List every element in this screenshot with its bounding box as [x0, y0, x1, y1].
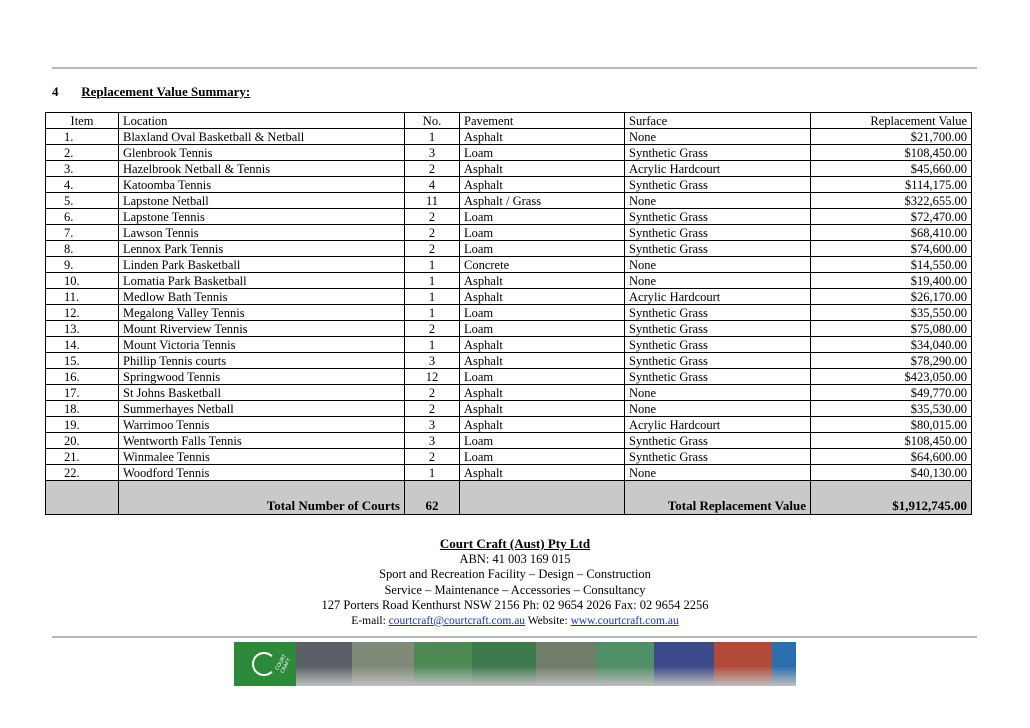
row-location: St Johns Basketball [119, 385, 405, 401]
row-no: 1 [405, 257, 460, 273]
top-divider [52, 67, 977, 69]
company-services-line-1: Sport and Recreation Facility – Design – Construction [379, 567, 651, 581]
banner-photo [714, 642, 772, 686]
table-row [46, 273, 972, 289]
table-row [46, 321, 972, 337]
row-pavement: Asphalt [460, 401, 625, 417]
company-abn: ABN: 41 003 169 015 [459, 551, 571, 566]
row-item: 5. [46, 193, 119, 209]
row-item: 15. [46, 353, 119, 369]
row-surface: None [625, 257, 811, 273]
row-replacement-value: $35,550.00 [811, 305, 972, 321]
row-pavement: Asphalt [460, 417, 625, 433]
company-name: Court Craft (Aust) Pty Ltd [439, 536, 591, 551]
row-replacement-value: $14,550.00 [811, 257, 972, 273]
row-item: 12. [46, 305, 119, 321]
row-location: Lapstone Netball [119, 193, 405, 209]
row-pavement: Asphalt [460, 465, 625, 481]
table-row [46, 161, 972, 177]
table-row [46, 337, 972, 353]
row-item: 10. [46, 273, 119, 289]
row-replacement-value: $75,080.00 [811, 321, 972, 337]
row-location: Woodford Tennis [119, 465, 405, 481]
table-row [46, 209, 972, 225]
row-pavement: Loam [460, 449, 625, 465]
row-location: Mount Victoria Tennis [119, 337, 405, 353]
website-label: Website: [527, 614, 568, 627]
header-location: Location [119, 113, 405, 129]
row-replacement-value: $108,450.00 [811, 433, 972, 449]
table-row [46, 465, 972, 481]
table-row [46, 225, 972, 241]
row-surface: Synthetic Grass [625, 353, 811, 369]
row-pavement: Loam [460, 145, 625, 161]
row-replacement-value: $74,600.00 [811, 241, 972, 257]
email-link[interactable]: courtcraft@courtcraft.com.au [388, 614, 526, 627]
row-item: 22. [46, 465, 119, 481]
total-value: $1,912,745.00 [811, 481, 972, 515]
row-location: Linden Park Basketball [119, 257, 405, 273]
table-row [46, 417, 972, 433]
table-row [46, 305, 972, 321]
row-pavement: Asphalt [460, 289, 625, 305]
website-link[interactable]: www.courtcraft.com.au [570, 614, 679, 627]
row-pavement: Loam [460, 321, 625, 337]
row-pavement: Loam [460, 241, 625, 257]
company-footer [0, 536, 1030, 629]
header-replacement-value: Replacement Value [811, 113, 972, 129]
row-location: Katoomba Tennis [119, 177, 405, 193]
row-no: 3 [405, 433, 460, 449]
row-location: Blaxland Oval Basketball & Netball [119, 129, 405, 145]
row-item: 13. [46, 321, 119, 337]
table-row [46, 449, 972, 465]
row-surface: None [625, 385, 811, 401]
row-no: 1 [405, 129, 460, 145]
email-label: E-mail: [351, 614, 386, 627]
total-value-label: Total Replacement Value [625, 481, 811, 515]
banner-photo [772, 642, 796, 686]
replacement-value-table [45, 112, 972, 515]
row-no: 3 [405, 353, 460, 369]
row-no: 3 [405, 417, 460, 433]
row-location: Springwood Tennis [119, 369, 405, 385]
row-surface: Synthetic Grass [625, 241, 811, 257]
row-item: 1. [46, 129, 119, 145]
row-no: 2 [405, 161, 460, 177]
row-no: 1 [405, 337, 460, 353]
row-item: 21. [46, 449, 119, 465]
row-pavement: Asphalt [460, 161, 625, 177]
row-item: 3. [46, 161, 119, 177]
row-replacement-value: $19,400.00 [811, 273, 972, 289]
row-pavement: Loam [460, 369, 625, 385]
table-row [46, 177, 972, 193]
row-no: 2 [405, 321, 460, 337]
table-row [46, 289, 972, 305]
company-services-line-2: Service – Maintenance – Accessories – Consultancy [384, 582, 646, 597]
row-location: Summerhayes Netball [119, 401, 405, 417]
banner-photo [472, 642, 536, 686]
row-item: 18. [46, 401, 119, 417]
row-replacement-value: $21,700.00 [811, 129, 972, 145]
header-pavement: Pavement [460, 113, 625, 129]
row-replacement-value: $78,290.00 [811, 353, 972, 369]
row-replacement-value: $26,170.00 [811, 289, 972, 305]
row-surface: None [625, 273, 811, 289]
row-replacement-value: $72,470.00 [811, 209, 972, 225]
row-replacement-value: $34,040.00 [811, 337, 972, 353]
row-item: 20. [46, 433, 119, 449]
row-replacement-value: $35,530.00 [811, 401, 972, 417]
row-location: Glenbrook Tennis [119, 145, 405, 161]
row-replacement-value: $49,770.00 [811, 385, 972, 401]
row-pavement: Asphalt [460, 337, 625, 353]
row-item: 6. [46, 209, 119, 225]
row-surface: Synthetic Grass [625, 177, 811, 193]
row-no: 1 [405, 465, 460, 481]
row-item: 17. [46, 385, 119, 401]
row-location: Lawson Tennis [119, 225, 405, 241]
table-row [46, 385, 972, 401]
row-no: 2 [405, 241, 460, 257]
row-item: 4. [46, 177, 119, 193]
table-header-row [46, 113, 972, 129]
photo-banner [234, 642, 796, 686]
total-courts-value: 62 [405, 481, 460, 515]
section-heading [52, 84, 250, 100]
row-surface: Synthetic Grass [625, 145, 811, 161]
row-replacement-value: $423,050.00 [811, 369, 972, 385]
logo-ring-icon [252, 652, 276, 676]
row-pavement: Loam [460, 225, 625, 241]
row-surface: None [625, 129, 811, 145]
row-pavement: Asphalt [460, 353, 625, 369]
table-row [46, 129, 972, 145]
row-location: Medlow Bath Tennis [119, 289, 405, 305]
row-surface: Acrylic Hardcourt [625, 289, 811, 305]
row-surface: Synthetic Grass [625, 337, 811, 353]
total-blank-cell [46, 481, 119, 515]
row-no: 1 [405, 273, 460, 289]
row-surface: Synthetic Grass [625, 209, 811, 225]
table-body [46, 129, 972, 481]
row-replacement-value: $114,175.00 [811, 177, 972, 193]
banner-photo [536, 642, 596, 686]
row-location: Warrimoo Tennis [119, 417, 405, 433]
total-row [46, 481, 972, 515]
row-item: 14. [46, 337, 119, 353]
row-surface: Synthetic Grass [625, 305, 811, 321]
row-surface: None [625, 465, 811, 481]
row-item: 8. [46, 241, 119, 257]
row-surface: Synthetic Grass [625, 369, 811, 385]
total-blank-cell [460, 481, 625, 515]
row-no: 3 [405, 145, 460, 161]
row-no: 4 [405, 177, 460, 193]
row-replacement-value: $108,450.00 [811, 145, 972, 161]
row-replacement-value: $322,655.00 [811, 193, 972, 209]
banner-photo [654, 642, 714, 686]
row-location: Hazelbrook Netball & Tennis [119, 161, 405, 177]
row-location: Lennox Park Tennis [119, 241, 405, 257]
banner-photo [596, 642, 654, 686]
row-location: Megalong Valley Tennis [119, 305, 405, 321]
banner-photo [352, 642, 414, 686]
row-pavement: Asphalt [460, 129, 625, 145]
banner-photo [414, 642, 472, 686]
row-replacement-value: $45,660.00 [811, 161, 972, 177]
row-replacement-value: $80,015.00 [811, 417, 972, 433]
row-surface: Synthetic Grass [625, 433, 811, 449]
table-row [46, 241, 972, 257]
row-no: 2 [405, 449, 460, 465]
table-row [46, 193, 972, 209]
row-item: 9. [46, 257, 119, 273]
table-row [46, 401, 972, 417]
row-surface: Acrylic Hardcourt [625, 161, 811, 177]
row-pavement: Concrete [460, 257, 625, 273]
row-location: Lomatia Park Basketball [119, 273, 405, 289]
banner-photo [296, 642, 352, 686]
table-row [46, 433, 972, 449]
row-pavement: Loam [460, 209, 625, 225]
row-surface: Synthetic Grass [625, 449, 811, 465]
row-no: 11 [405, 193, 460, 209]
section-title: Replacement Value Summary: [81, 84, 251, 99]
row-item: 2. [46, 145, 119, 161]
header-item: Item [46, 113, 119, 129]
bottom-divider [52, 636, 977, 638]
row-replacement-value: $64,600.00 [811, 449, 972, 465]
row-location: Wentworth Falls Tennis [119, 433, 405, 449]
row-no: 2 [405, 385, 460, 401]
row-pavement: Asphalt [460, 273, 625, 289]
table-row [46, 369, 972, 385]
row-no: 2 [405, 225, 460, 241]
header-surface: Surface [625, 113, 811, 129]
row-surface: None [625, 401, 811, 417]
row-surface: Synthetic Grass [625, 225, 811, 241]
row-location: Mount Riverview Tennis [119, 321, 405, 337]
row-no: 2 [405, 209, 460, 225]
row-pavement: Asphalt [460, 177, 625, 193]
row-item: 11. [46, 289, 119, 305]
table-row [46, 257, 972, 273]
court-craft-logo [234, 642, 296, 686]
row-surface: Acrylic Hardcourt [625, 417, 811, 433]
total-courts-label: Total Number of Courts [119, 481, 405, 515]
row-no: 2 [405, 401, 460, 417]
row-surface: None [625, 193, 811, 209]
row-item: 16. [46, 369, 119, 385]
contact-line [0, 614, 1030, 630]
row-location: Phillip Tennis courts [119, 353, 405, 369]
company-address: 127 Porters Road Kenthurst NSW 2156 Ph: 02 9654 2026 Fax: 02 9654 2256 [321, 598, 709, 612]
row-no: 1 [405, 289, 460, 305]
row-location: Lapstone Tennis [119, 209, 405, 225]
logo-text: COURT CRAFT [274, 653, 293, 675]
section-number: 4 [52, 84, 59, 99]
row-pavement: Asphalt [460, 385, 625, 401]
row-pavement: Loam [460, 433, 625, 449]
row-pavement: Loam [460, 305, 625, 321]
row-no: 12 [405, 369, 460, 385]
row-replacement-value: $68,410.00 [811, 225, 972, 241]
row-no: 1 [405, 305, 460, 321]
row-item: 7. [46, 225, 119, 241]
header-no: No. [405, 113, 460, 129]
table-row [46, 353, 972, 369]
row-replacement-value: $40,130.00 [811, 465, 972, 481]
row-surface: Synthetic Grass [625, 321, 811, 337]
row-location: Winmalee Tennis [119, 449, 405, 465]
row-item: 19. [46, 417, 119, 433]
table-row [46, 145, 972, 161]
row-pavement: Asphalt / Grass [460, 193, 625, 209]
